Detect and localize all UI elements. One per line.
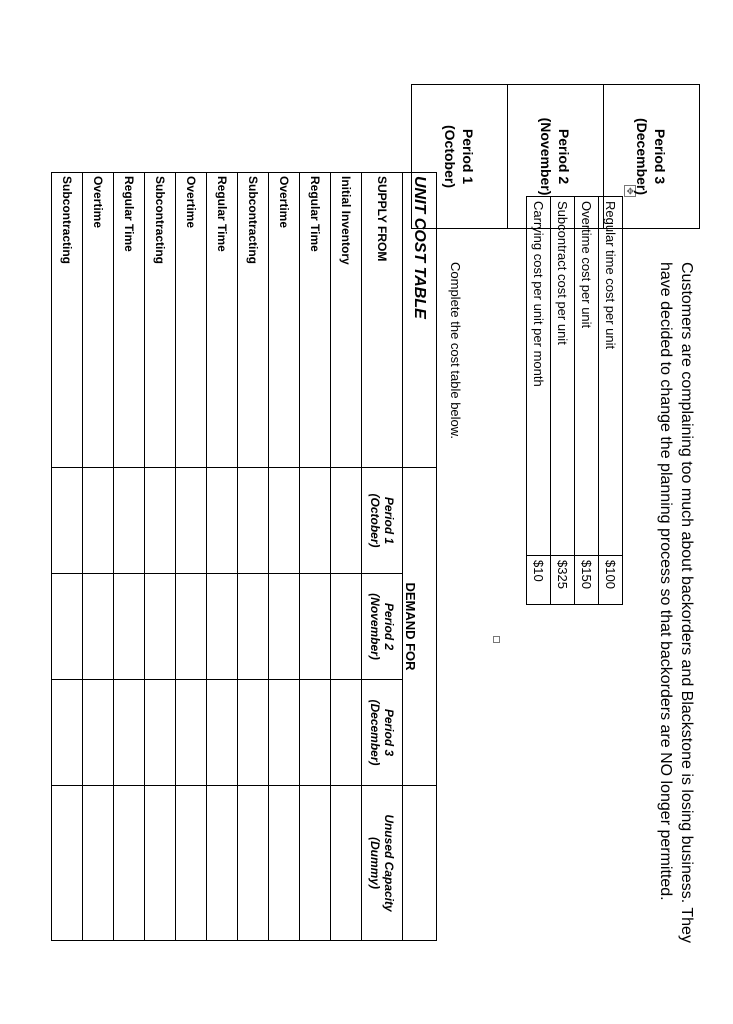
cost-label: Regular time cost per unit — [599, 197, 623, 556]
table-row — [145, 173, 176, 941]
row-label: Initial Inventory — [331, 173, 362, 468]
resize-handle-icon[interactable] — [493, 636, 500, 643]
cost-label: Overtime cost per unit — [575, 197, 599, 556]
table-row — [83, 173, 114, 941]
column-header-name: Period 3 — [382, 708, 396, 757]
period-month: (October) — [442, 125, 459, 188]
period-name: Period 1 — [460, 128, 477, 185]
cost-cell[interactable] — [176, 468, 207, 574]
cost-cell[interactable] — [238, 468, 269, 574]
table-row — [176, 173, 207, 941]
unit-cost-table — [51, 172, 437, 941]
cost-cell[interactable] — [83, 786, 114, 941]
cost-value: $325 — [551, 556, 575, 605]
cost-cell[interactable] — [238, 680, 269, 786]
table-row — [508, 85, 604, 229]
cost-cell[interactable] — [207, 574, 238, 680]
row-label: Regular Time — [207, 173, 238, 468]
cost-cell[interactable] — [176, 786, 207, 941]
table-row — [331, 173, 362, 941]
cost-cell[interactable] — [114, 468, 145, 574]
period-2-label — [508, 85, 604, 229]
cost-cell[interactable] — [300, 574, 331, 680]
cost-cell[interactable] — [83, 468, 114, 574]
cost-cell[interactable] — [238, 786, 269, 941]
table-row — [238, 173, 269, 941]
column-header-name: Unused Capacity — [382, 814, 396, 912]
table-row — [551, 197, 575, 605]
table-row — [269, 173, 300, 941]
row-label: Subcontracting — [145, 173, 176, 468]
row-label: Regular Time — [300, 173, 331, 468]
cost-cell[interactable] — [83, 680, 114, 786]
cost-cell[interactable] — [114, 680, 145, 786]
intro-paragraph: Customers are complaining too much about backorders and Blackstone is losing business. They have decided to change the planning process so that backorders are NO longer permitted. — [657, 262, 695, 943]
row-label: Subcontracting — [238, 173, 269, 468]
cost-cell[interactable] — [207, 786, 238, 941]
cost-value: $150 — [575, 556, 599, 605]
cost-cell[interactable] — [83, 574, 114, 680]
column-header-month: (November) — [368, 593, 382, 660]
column-header-month: (October) — [368, 493, 382, 548]
table-row — [604, 85, 700, 229]
cost-cell[interactable] — [331, 786, 362, 941]
column-header-unused-capacity — [362, 786, 403, 941]
instruction-text: Complete the cost table below. — [448, 262, 463, 440]
cost-cell[interactable] — [207, 468, 238, 574]
table-row — [575, 197, 599, 605]
table-row — [207, 173, 238, 941]
cost-cell[interactable] — [269, 574, 300, 680]
cost-cell[interactable] — [269, 786, 300, 941]
cost-value: $10 — [527, 556, 551, 605]
cost-cell[interactable] — [300, 468, 331, 574]
cost-cell[interactable] — [300, 680, 331, 786]
period-name: Period 2 — [556, 128, 573, 185]
column-header-name: Period 1 — [382, 496, 396, 545]
table-cell — [403, 786, 437, 941]
row-label: Overtime — [176, 173, 207, 468]
cost-cell[interactable] — [52, 680, 83, 786]
cost-cell[interactable] — [331, 574, 362, 680]
period-month: (November) — [538, 117, 555, 196]
column-header-month: (December) — [368, 699, 382, 766]
cost-cell[interactable] — [238, 574, 269, 680]
cost-cell[interactable] — [331, 680, 362, 786]
supply-from-header: SUPPLY FROM — [362, 173, 403, 468]
period-3-label — [604, 85, 700, 229]
cost-cell[interactable] — [145, 680, 176, 786]
period-1-label — [412, 85, 508, 229]
demand-for-header: DEMAND FOR — [403, 468, 437, 786]
period-name: Period 3 — [652, 128, 669, 185]
column-header-period-1 — [362, 468, 403, 574]
unit-cost-table-title: UNIT COST TABLE — [403, 173, 437, 468]
cost-cell[interactable] — [52, 468, 83, 574]
column-header-period-3 — [362, 680, 403, 786]
cost-cell[interactable] — [207, 680, 238, 786]
cost-label: Subcontract cost per unit — [551, 197, 575, 556]
cost-cell[interactable] — [331, 468, 362, 574]
cost-cell[interactable] — [52, 574, 83, 680]
cost-cell[interactable] — [269, 468, 300, 574]
table-row — [403, 173, 437, 941]
table-row — [599, 197, 623, 605]
cost-cell[interactable] — [269, 680, 300, 786]
column-header-name: Period 2 — [382, 602, 396, 651]
row-label: Regular Time — [114, 173, 145, 468]
row-label: Overtime — [83, 173, 114, 468]
cost-cell[interactable] — [176, 574, 207, 680]
cost-cell[interactable] — [176, 680, 207, 786]
table-row — [412, 85, 508, 229]
table-row — [52, 173, 83, 941]
table-row — [362, 173, 403, 941]
period-month: (December) — [634, 117, 651, 196]
cost-cell[interactable] — [114, 786, 145, 941]
cost-cell[interactable] — [300, 786, 331, 941]
cost-parameters-table — [526, 196, 623, 605]
cost-cell[interactable] — [145, 574, 176, 680]
column-header-period-2 — [362, 574, 403, 680]
cost-cell[interactable] — [145, 786, 176, 941]
row-label: Subcontracting — [52, 173, 83, 468]
row-label: Overtime — [269, 173, 300, 468]
cost-cell[interactable] — [145, 468, 176, 574]
cost-value: $100 — [599, 556, 623, 605]
table-row — [114, 173, 145, 941]
move-handle-icon[interactable]: ✥ — [624, 185, 636, 197]
column-header-month: (Dummy) — [368, 836, 382, 889]
period-label-table — [411, 84, 700, 229]
table-row — [527, 197, 551, 605]
table-row — [300, 173, 331, 941]
cost-cell[interactable] — [114, 574, 145, 680]
cost-label: Carrying cost per unit per month — [527, 197, 551, 556]
cost-cell[interactable] — [52, 786, 83, 941]
